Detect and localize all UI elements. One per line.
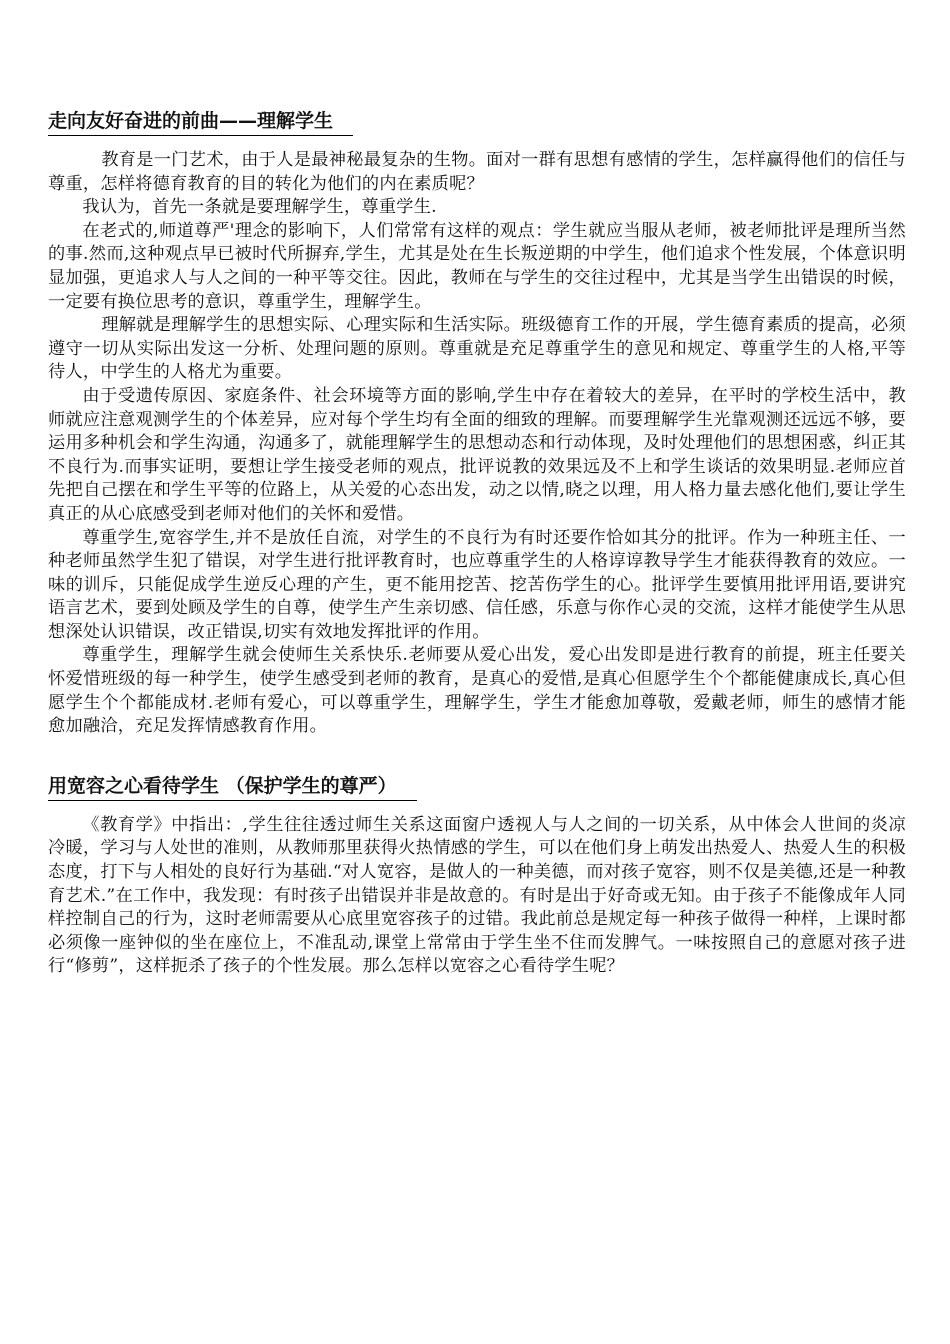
paragraph: 尊重学生,宽容学生,并不是放任自流，对学生的不良行为有时还要作恰如其分的批评。作为一种班主任、一种老师虽然学生犯了错误，对学生进行批评教育时，也应尊重学生的人格谆谆教导学生才能获得教育的效应。一味的训斥，只能促成学生逆反心理的产生，更不能用挖苦、挖苦伤学生的心。批评学生要慎用批评用语,要讲究语言艺术，要到处顾及学生的自尊，使学生产生亲切感、信任感，乐意与你作心灵的交流，这样才能使学生从思想深处认识错误，改正错误,切实有效地发挥批评的作用。 (48, 527, 906, 642)
paragraph: 我认为，首先一条就是要理解学生，尊重学生. (82, 197, 437, 218)
paragraph: 尊重学生，理解学生就会使师生关系快乐.老师要从爱心出发，爱心出发即是进行教育的前提，班主任要关怀爱惜班级的每一种学生，使学生感受到老师的教育，是真心的爱惜,是真心但愿学生个个都能健康成长,真心但愿学生个个都能成材.老师有爱心，可以尊重学生，理解学生，学生才能愈加尊敬，爱戴老师，师生的感情才能愈加融洽，充足发挥情感教育作用。 (48, 645, 906, 737)
section-tolerance (48, 773, 906, 979)
document-page (48, 108, 906, 979)
section-heading: 走向友好奋进的前曲——理解学生 (48, 108, 353, 136)
section-understand-students (48, 108, 906, 739)
paragraph: 理解就是理解学生的思想实际、心理实际和生活实际。班级德育工作的开展，学生德育素质的提高，必须遵守一切从实际出发这一分析、处理问题的原则。尊重就是充足尊重学生的意见和规定、尊重学生的人格,平等待人，中学生的人格尤为重要。 (48, 315, 906, 383)
section-body (48, 149, 906, 739)
section-body (48, 814, 906, 979)
paragraph: 教育是一门艺术，由于人是最神秘最复杂的生物。面对一群有思想有感情的学生，怎样赢得他们的信任与尊重，怎样将德育教育的目的转化为他们的内在素质呢？ (48, 150, 906, 194)
paragraph: 《教育学》中指出：,学生往往透过师生关系这面窗户透视人与人之间的一切关系，从中体会人世间的炎凉冷暖，学习与人处世的准则，从教师那里获得火热情感的学生，可以在他们身上萌发出热爱人、热爱人生的积极态度，打下与人相处的良好行为基础.“对人宽容，是做人的一种美德，而对孩子宽容，则不仅是美德,还是一种教育艺术.”在工作中，我发现：有时孩子出错误并非是故意的。有时是出于好奇或无知。由于孩子不能像成年人同样控制自己的行为，这时老师需要从心底里宽容孩子的过错。我此前总是规定每一种孩子做得一种样，上课时都必须像一座钟似的坐在座位上，不准乱动,课堂上常常由于学生坐不住而发脾气。一味按照自己的意愿对孩子进行“修剪”，这样扼杀了孩子的个性发展。那么怎样以宽容之心看待学生呢？ (48, 814, 906, 977)
section-heading: 用宽容之心看待学生 （保护学生的尊严） (48, 773, 417, 801)
paragraph: 由于受遗传原因、家庭条件、社会环境等方面的影响,学生中存在着较大的差异，在平时的学校生活中，教师就应注意观测学生的个体差异，应对每个学生均有全面的细致的理解。而要理解学生光靠观测还远远不够，要运用多种机会和学生沟通，沟通多了，就能理解学生的思想动态和行动体现，及时处理他们的思想困惑，纠正其不良行为.而事实证明，要想让学生接受老师的观点，批评说教的效果远及不上和学生谈话的效果明显.老师应首先把自己摆在和学生平等的位路上，从关爱的心态出发，动之以情,晓之以理，用人格力量去感化他们,要让学生真正的从心底感受到老师对他们的关怀和爱惜。 (48, 385, 906, 524)
paragraph: 在老式的,师道尊严'理念的影响下，人们常常有这样的观点：学生就应当服从老师，被老师批评是理所当然的事.然而,这种观点早已被时代所摒弃,学生，尤其是处在生长叛逆期的中学生，他们追求个性发展，个体意识明显加强，更追求人与人之间的一种平等交往。因此，教师在与学生的交往过程中，尤其是当学生出错误的时候，一定要有换位思考的意识，尊重学生，理解学生。 (48, 220, 906, 312)
